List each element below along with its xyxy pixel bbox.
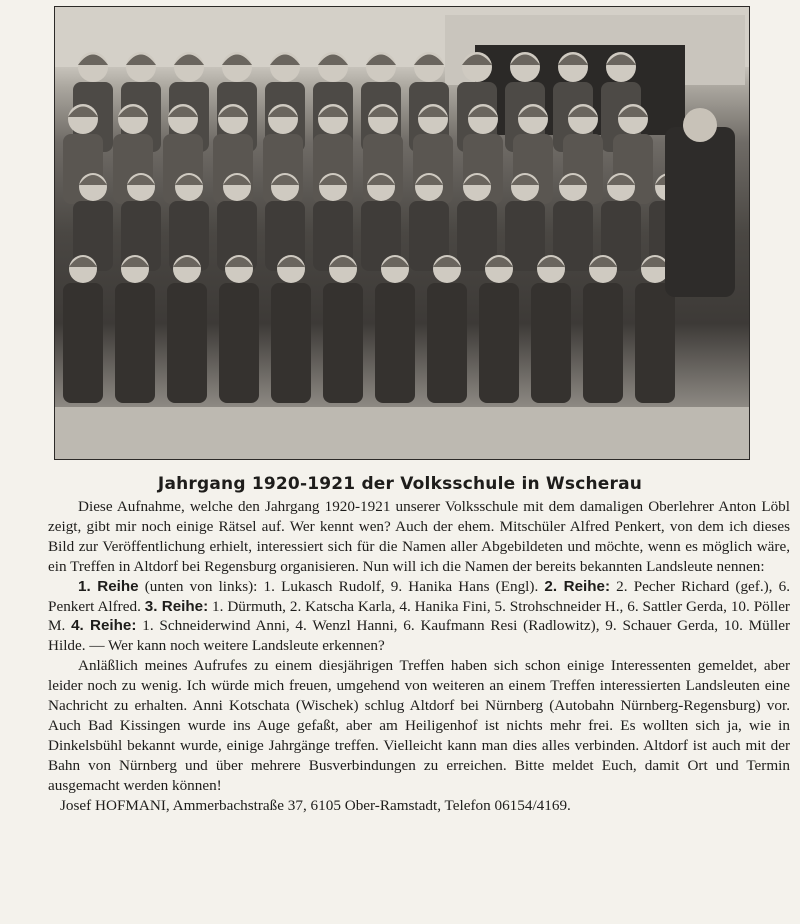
row-2-names: 2. Pecher Richard (gef.), 6. Penkert Alfred.: [48, 577, 791, 615]
class-photo-icon: [55, 7, 749, 459]
class-photo: [54, 6, 750, 460]
row-1-names: (unten von links): 1. Lukasch Rudolf, 9. Hanika Hans (Engl).: [138, 577, 545, 595]
paragraph-rows: [48, 577, 790, 657]
row-4-names: 1. Schneiderwind Anni, 4. Wenzl Hanni, 6. Kaufmann Resi (Radlowitz), 9. Schauer Gerda, 10. Müller Hilde. — Wer kann noch weitere Landsleute erkennen?: [48, 617, 790, 655]
photo-caption: Jahrgang 1920-1921 der Volksschule in Wscherau: [157, 474, 643, 494]
paragraph-intro: Diese Aufnahme, welche den Jahrgang 1920-1921 unserer Volksschule mit dem damaligen Oberlehrer Anton Löbl zeigt, gibt mir noch einige Rätsel auf. Wer kennt wen? Auch der ehem. Mitschüler Alfred Penkert, von dem ich dieses Bild zur Veröffentlichung erhielt, interessiert sich für die Namen aller Abgebildeten und möchte, wenn es möglich wäre, ein Treffen in Altdorf bei Regensburg organisieren. Nun will ich die Namen der bereits bekannten Landsleute nennen:: [48, 498, 790, 575]
row-2-label: 2. Reihe:: [544, 577, 611, 595]
article-body: [48, 497, 790, 816]
paragraph-meeting: Anläßlich meines Aufrufes zu einem diesjährigen Treffen haben sich schon einige Interessenten gemeldet, aber leider noch zu wenig. Ich würde mich freuen, umgehend von weiteren an einem Treffen interessierten Landsleuten eine Nachricht zu erhalten. Anni Kotschata (Wischek) schlug Altdorf bei Nürnberg (Autobahn Nürnberg-Regensburg) vor. Auch Bad Kissingen wurde ins Auge gefaßt, aber am Heiligenhof ist nichts mehr frei. Es wollten sich ja, wie in Dinkelsbühl bekannt wurde, einige Jahrgänge treffen. Vielleicht kann man dies alles verbinden. Altdorf ist auch mit der Bahn von Nürnberg und über mehrere Busverbindungen zu erreichen. Bitte meldet Euch, damit Ort und Termin ausgemacht werden können!: [48, 657, 790, 794]
row-4-label: 4. Reihe:: [71, 617, 137, 635]
row-1-label: 1. Reihe: [78, 577, 139, 595]
signature: Josef HOFMANI, Ammerbachstraße 37, 6105 Ober-Ramstadt, Telefon 06154/4169.: [60, 796, 571, 814]
row-3-label: 3. Reihe:: [144, 597, 209, 615]
row-3-names: 1. Dürmuth, 2. Katscha Karla, 4. Hanika Fini, 5. Strohschneider H., 6. Sattler Gerda, 10. Pöller M.: [48, 597, 790, 635]
